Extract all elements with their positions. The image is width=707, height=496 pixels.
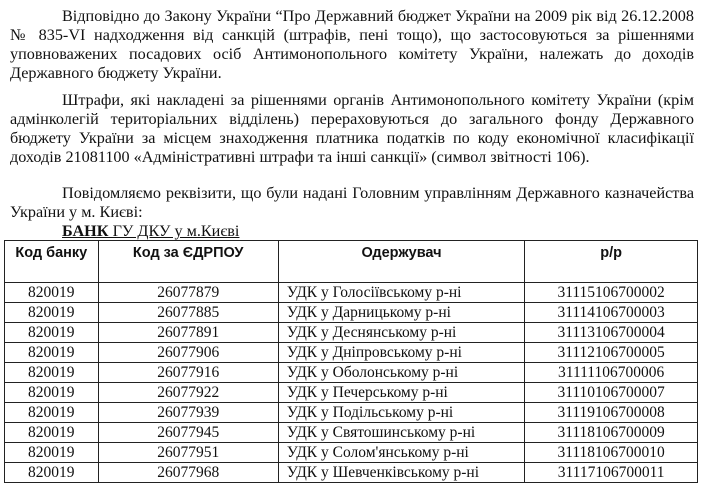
table-row <box>5 463 698 483</box>
cell-edrpou: 26077945 <box>98 423 278 443</box>
cell-bank-code: 820019 <box>5 423 99 443</box>
cell-edrpou: 26077951 <box>98 443 278 463</box>
table-row <box>5 443 698 463</box>
cell-account: 31114106700003 <box>525 303 698 323</box>
cell-edrpou: 26077891 <box>98 323 278 343</box>
cell-recipient: УДК у Дніпровському р-ні <box>278 343 524 363</box>
cell-edrpou: 26077968 <box>98 463 278 483</box>
cell-recipient: УДК у Голосіївському р-ні <box>278 283 524 303</box>
paragraph-law-reference: Відповідно до Закону України “Про Державний бюджет України на 2009 рік від 26.12.2008 № 835-VI надходження від санкцій (штрафів, пені тощо), що застосовуються за рішеннями уповноважених посадових осіб Антимонопольного комітету України, належать до доходів Державного бюджету України. <box>10 7 694 82</box>
cell-edrpou: 26077885 <box>98 303 278 323</box>
bank-value: ГУ ДКУ у м.Києві <box>108 222 240 240</box>
cell-bank-code: 820019 <box>5 443 99 463</box>
bank-line <box>62 222 239 240</box>
cell-bank-code: 820019 <box>5 343 99 363</box>
header-recipient: Одержувач <box>278 241 524 283</box>
cell-account: 31115106700002 <box>525 283 698 303</box>
cell-bank-code: 820019 <box>5 363 99 383</box>
paragraph-fines-transfer: Штрафи, які накладені за рішеннями органів Антимонопольного комітету України (крім адмінколегій територіальних відділень) перераховуються до загального фонду Державного бюджету України за місцем знаходження платника податків по коду економічної класифікації доходів 21081100 «Адміністративні штрафи та інші санкції» (символ звітності 106). <box>10 91 694 166</box>
cell-recipient: УДК у Святошинському р-ні <box>278 423 524 443</box>
cell-account: 31118106700009 <box>525 423 698 443</box>
paragraph-requisites-intro: Повідомляємо реквізити, що були надані Головним управлінням Державного казначейства України у м. Києві: <box>10 184 694 221</box>
cell-bank-code: 820019 <box>5 383 99 403</box>
cell-bank-code: 820019 <box>5 403 99 423</box>
cell-bank-code: 820019 <box>5 463 99 483</box>
table-row <box>5 423 698 443</box>
cell-bank-code: 820019 <box>5 303 99 323</box>
table-header-row <box>5 241 698 283</box>
cell-recipient: УДК у Солом'янському р-ні <box>278 443 524 463</box>
cell-account: 31110106700007 <box>525 383 698 403</box>
cell-recipient: УДК у Дарницькому р-ні <box>278 303 524 323</box>
table-row <box>5 383 698 403</box>
cell-account: 31118106700010 <box>525 443 698 463</box>
cell-edrpou: 26077916 <box>98 363 278 383</box>
cell-account: 31113106700004 <box>525 323 698 343</box>
cell-recipient: УДК у Деснянському р-ні <box>278 323 524 343</box>
cell-account: 31119106700008 <box>525 403 698 423</box>
cell-bank-code: 820019 <box>5 323 99 343</box>
table-row <box>5 303 698 323</box>
table-body <box>5 283 698 483</box>
cell-recipient: УДК у Подільському р-ні <box>278 403 524 423</box>
cell-edrpou: 26077906 <box>98 343 278 363</box>
header-account: р/р <box>525 241 698 283</box>
header-edrpou-code: Код за ЄДРПОУ <box>98 241 278 283</box>
requisites-table <box>4 240 698 483</box>
cell-edrpou: 26077879 <box>98 283 278 303</box>
bank-label: БАНК <box>62 222 109 240</box>
cell-edrpou: 26077939 <box>98 403 278 423</box>
table-row <box>5 343 698 363</box>
cell-recipient: УДК у Печерському р-ні <box>278 383 524 403</box>
cell-recipient: УДК у Шевченківському р-ні <box>278 463 524 483</box>
cell-account: 31111106700006 <box>525 363 698 383</box>
cell-recipient: УДК у Оболонському р-ні <box>278 363 524 383</box>
table-row <box>5 363 698 383</box>
cell-account: 31112106700005 <box>525 343 698 363</box>
table-row <box>5 283 698 303</box>
header-bank-code: Код банку <box>5 241 99 283</box>
table-row <box>5 323 698 343</box>
cell-bank-code: 820019 <box>5 283 99 303</box>
table-row <box>5 403 698 423</box>
cell-account: 31117106700011 <box>525 463 698 483</box>
cell-edrpou: 26077922 <box>98 383 278 403</box>
